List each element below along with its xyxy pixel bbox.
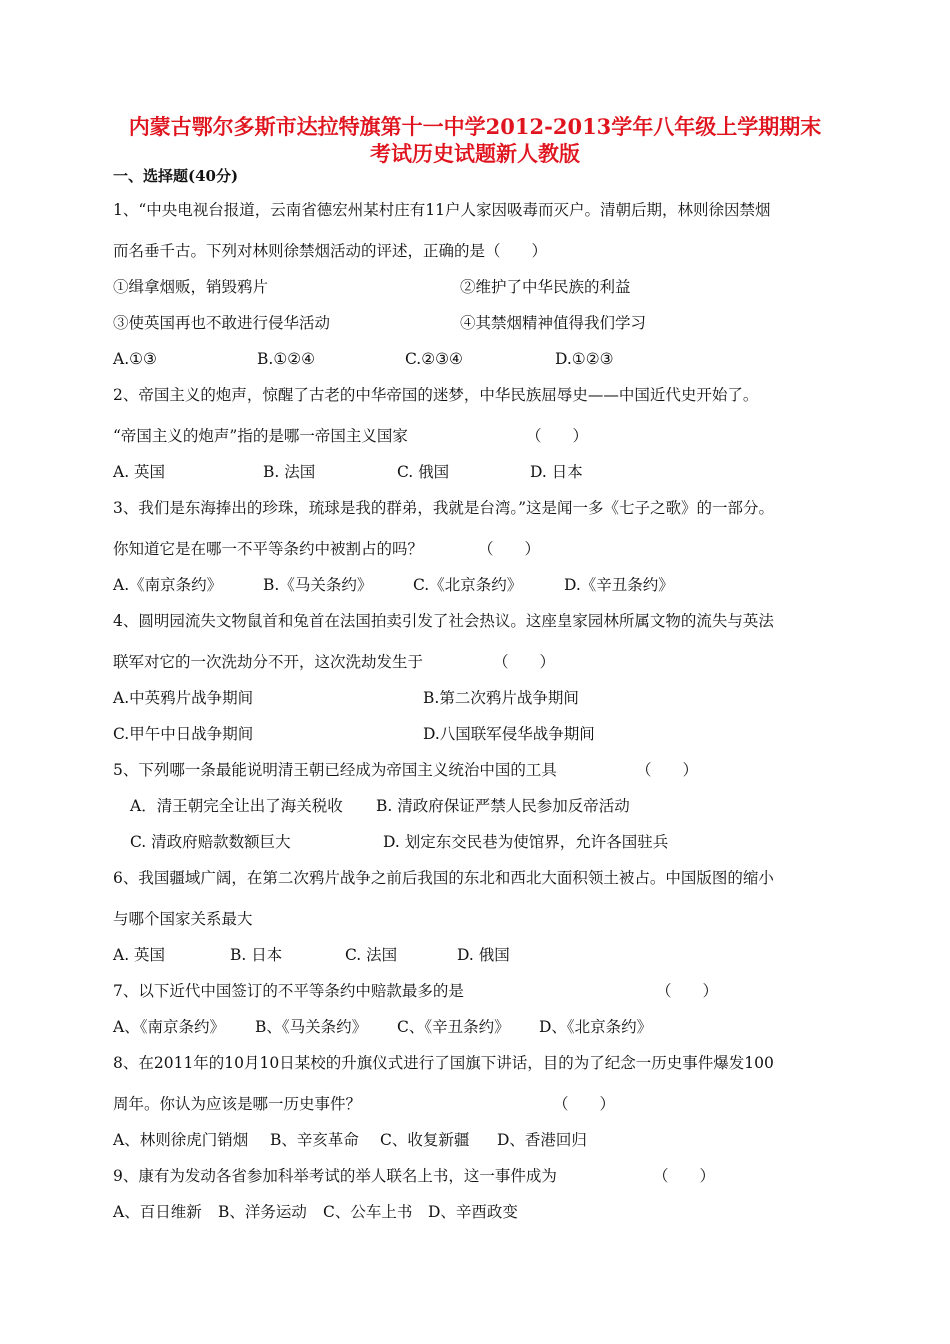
q8-answer-paren: （ ）	[553, 1095, 616, 1113]
q1-statement-1: ①缉拿烟贩，销毁鸦片	[113, 278, 269, 296]
q7-option-d: D、《北京条约》	[539, 1018, 653, 1036]
q1-option-d: D.①②③	[555, 350, 614, 368]
q1-statement-4: ④其禁烟精神值得我们学习	[460, 314, 647, 332]
q1-option-b: B.①②④	[257, 350, 316, 368]
q9-option-a: A、百日维新	[113, 1203, 202, 1221]
q1-statement-2: ②维护了中华民族的利益	[460, 278, 631, 296]
q7-answer-paren: （ ）	[656, 982, 719, 1000]
q7-option-b: B、《马关条约》	[255, 1018, 368, 1036]
q3-option-d: D.《辛丑条约》	[564, 576, 674, 594]
q2-option-d: D. 日本	[530, 463, 583, 481]
q3-stem-line1: 3、我们是东海捧出的珍珠，琉球是我的群弟，我就是台湾。”这是闻一多《七子之歌》的一部分。	[113, 499, 775, 517]
q8-stem-line2: 周年。你认为应该是哪一历史事件？	[113, 1095, 362, 1113]
q3-option-b: B.《马关条约》	[263, 576, 373, 594]
q5-option-d: D. 划定东交民巷为使馆界，允许各国驻兵	[383, 833, 669, 851]
q8-option-b: B、辛亥革命	[270, 1131, 359, 1149]
q3-option-a: A.《南京条约》	[113, 576, 223, 594]
q2-stem-line2: “帝国主义的炮声”指的是哪一帝国主义国家	[113, 427, 408, 445]
q5-option-b: B. 清政府保证严禁人民参加反帝活动	[376, 797, 630, 815]
q8-option-c: C、收复新疆	[380, 1131, 470, 1149]
q5-option-a: A．清王朝完全让出了海关税收	[130, 797, 343, 815]
q9-option-c: C、公车上书	[323, 1203, 413, 1221]
q6-option-a: A. 英国	[113, 946, 166, 964]
q6-option-d: D. 俄国	[457, 946, 510, 964]
q4-stem-line2: 联军对它的一次洗劫分不开，这次洗劫发生于	[113, 653, 424, 671]
q6-option-c: C. 法国	[345, 946, 398, 964]
q4-option-c: C.甲午中日战争期间	[113, 725, 254, 743]
section-heading: 一、选择题(40分)	[113, 167, 239, 185]
q7-option-a: A、《南京条约》	[113, 1018, 225, 1036]
q9-option-b: B、洋务运动	[218, 1203, 307, 1221]
exam-title-line1: 内蒙古鄂尔多斯市达拉特旗第十一中学2012-2013学年八年级上学期期末	[128, 114, 822, 139]
q6-stem-line2: 与哪个国家关系最大	[113, 910, 253, 928]
q3-stem-line2: 你知道它是在哪一不平等条约中被割占的吗？	[113, 540, 424, 558]
q4-stem-line1: 4、圆明园流失文物鼠首和兔首在法国拍卖引发了社会热议。这座皇家园林所属文物的流失与英法	[113, 612, 774, 630]
q2-answer-paren: （ ）	[526, 427, 589, 445]
q3-answer-paren: （ ）	[478, 540, 541, 558]
q2-option-c: C. 俄国	[397, 463, 450, 481]
q9-stem-line1: 9、康有为发动各省参加科举考试的举人联名上书，这一事件成为	[113, 1167, 557, 1185]
q1-option-c: C.②③④	[405, 350, 463, 368]
q3-option-c: C.《北京条约》	[413, 576, 523, 594]
q6-option-b: B. 日本	[230, 946, 283, 964]
q4-option-a: A.中英鸦片战争期间	[113, 689, 254, 707]
q8-option-d: D、香港回归	[497, 1131, 587, 1149]
q2-option-a: A. 英国	[113, 463, 166, 481]
q1-option-a: A.①③	[113, 350, 157, 368]
q2-stem-line1: 2、帝国主义的炮声，惊醒了古老的中华帝国的迷梦，中华民族屈辱史——中国近代史开始了。	[113, 386, 759, 404]
q7-stem-line1: 7、以下近代中国签订的不平等条约中赔款最多的是	[113, 982, 464, 1000]
q8-option-a: A、林则徐虎门销烟	[113, 1131, 249, 1149]
q5-answer-paren: （ ）	[636, 761, 699, 779]
q4-answer-paren: （ ）	[493, 653, 556, 671]
exam-title-line2: 考试历史试题新人教版	[370, 141, 580, 166]
q1-stem-line1: 1、“中央电视台报道，云南省德宏州某村庄有11户人家因吸毒而灭户。清朝后期，林则徐因禁烟	[113, 201, 771, 219]
q7-option-c: C、《辛丑条约》	[397, 1018, 510, 1036]
q9-option-d: D、辛酉政变	[428, 1203, 518, 1221]
q6-stem-line1: 6、我国疆域广阔，在第二次鸦片战争之前后我国的东北和西北大面积领土被占。中国版图的缩小	[113, 869, 774, 887]
q1-statement-3: ③使英国再也不敢进行侵华活动	[113, 314, 331, 332]
q4-option-b: B.第二次鸦片战争期间	[423, 689, 579, 707]
q5-option-c: C. 清政府赔款数额巨大	[130, 833, 291, 851]
q5-stem-line1: 5、下列哪一条最能说明清王朝已经成为帝国主义统治中国的工具	[113, 761, 557, 779]
q9-answer-paren: （ ）	[653, 1167, 716, 1185]
q4-option-d: D.八国联军侵华战争期间	[423, 725, 595, 743]
q2-option-b: B. 法国	[263, 463, 316, 481]
q1-stem-line2: 而名垂千古。下列对林则徐禁烟活动的评述，正确的是（ ）	[113, 242, 548, 260]
q8-stem-line1: 8、在2011年的10月10日某校的升旗仪式进行了国旗下讲话，目的为了纪念一历史事件爆发100	[113, 1054, 774, 1072]
